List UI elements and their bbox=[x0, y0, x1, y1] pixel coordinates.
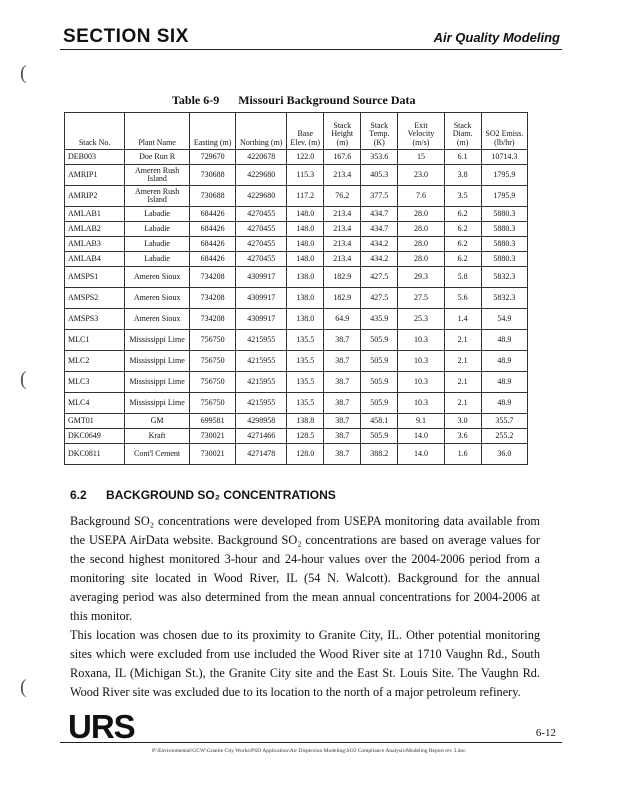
table-cell: 377.5 bbox=[361, 186, 398, 207]
table-cell: 6.2 bbox=[444, 237, 481, 252]
table-cell: 64.9 bbox=[324, 309, 361, 330]
plant-name-cell: Ameren Rush Island bbox=[125, 186, 190, 207]
table-cell: 3.8 bbox=[444, 165, 481, 186]
table-cell: 138.0 bbox=[287, 267, 324, 288]
section-title: BACKGROUND SO₂ CONCENTRATIONS bbox=[106, 488, 336, 502]
table-cell: 27.5 bbox=[398, 288, 444, 309]
table-cell: 6.2 bbox=[444, 252, 481, 267]
column-header: Stack Temp. (K) bbox=[361, 113, 398, 150]
table-row bbox=[65, 222, 528, 237]
table-cell: 10.3 bbox=[398, 351, 444, 372]
section-number: 6.2 bbox=[70, 488, 87, 502]
paragraph: Background SO₂ concentrations were developed from USEPA monitoring data available from the USEPA AirData website. Background SO₂ concentrations are based on average values for the second highest monitored 3-hour and 24-hour values over the 2004-2006 period from a monitoring site located in Wood River, IL (54 N. Walcott). Background for the annual averaging period was also determined from the mean annual concentrations for 2004-2006 at this monitor. bbox=[70, 514, 540, 623]
binder-mark: ( bbox=[20, 62, 27, 84]
table-cell: 4309917 bbox=[236, 309, 287, 330]
urs-logo: URS bbox=[68, 708, 135, 745]
stack-id-cell: DKC0811 bbox=[65, 444, 125, 465]
plant-name-cell: Mississippi Lime bbox=[125, 330, 190, 351]
table-cell: 135.5 bbox=[287, 393, 324, 414]
table-cell: 756750 bbox=[190, 351, 236, 372]
plant-name-cell: Ameren Sioux bbox=[125, 267, 190, 288]
table-cell: 435.9 bbox=[361, 309, 398, 330]
table-cell: 14.0 bbox=[398, 429, 444, 444]
table-cell: 138.8 bbox=[287, 414, 324, 429]
table-cell: 28.0 bbox=[398, 222, 444, 237]
table-cell: 135.5 bbox=[287, 330, 324, 351]
table-cell: 4309917 bbox=[236, 288, 287, 309]
table-row bbox=[65, 252, 528, 267]
table-number: Table 6-9 bbox=[172, 93, 220, 107]
table-cell: 7.6 bbox=[398, 186, 444, 207]
table-cell: 684426 bbox=[190, 252, 236, 267]
table-cell: 505.9 bbox=[361, 372, 398, 393]
table-cell: 213.4 bbox=[324, 252, 361, 267]
plant-name-cell: Labadie bbox=[125, 207, 190, 222]
table-cell: 405.3 bbox=[361, 165, 398, 186]
table-cell: 756750 bbox=[190, 372, 236, 393]
table-cell: 4215955 bbox=[236, 372, 287, 393]
table-cell: 4220678 bbox=[236, 150, 287, 165]
plant-name-cell: Doe Run R bbox=[125, 150, 190, 165]
table-cell: 434.2 bbox=[361, 237, 398, 252]
table-header-row bbox=[65, 113, 528, 150]
table-row bbox=[65, 393, 528, 414]
table-cell: 138.0 bbox=[287, 288, 324, 309]
file-path: P:\Environmental\GCW\Granite City Works\PSD Application\Air Dispersion Modeling\SO2 Compliance Analysis\Modeling Report rev 3.doc bbox=[152, 748, 466, 754]
table-cell: 6.2 bbox=[444, 207, 481, 222]
table-row bbox=[65, 237, 528, 252]
table-cell: 255.2 bbox=[481, 429, 527, 444]
table-cell: 2.1 bbox=[444, 351, 481, 372]
plant-name-cell: Ameren Sioux bbox=[125, 309, 190, 330]
table-cell: 4229680 bbox=[236, 165, 287, 186]
stack-id-cell: DEB003 bbox=[65, 150, 125, 165]
table-cell: 213.4 bbox=[324, 222, 361, 237]
column-header: SO2 Emiss. (lb/hr) bbox=[481, 113, 527, 150]
table-cell: 38.7 bbox=[324, 351, 361, 372]
section-heading bbox=[70, 488, 336, 502]
stack-id-cell: MLC3 bbox=[65, 372, 125, 393]
table-cell: 148.0 bbox=[287, 237, 324, 252]
stack-id-cell: AMSPS1 bbox=[65, 267, 125, 288]
table-cell: 4271466 bbox=[236, 429, 287, 444]
binder-mark: ( bbox=[20, 676, 27, 698]
binder-mark: ( bbox=[20, 368, 27, 390]
table-cell: 388.2 bbox=[361, 444, 398, 465]
plant-name-cell: Ameren Rush Island bbox=[125, 165, 190, 186]
table-cell: 213.4 bbox=[324, 207, 361, 222]
table-cell: 38.7 bbox=[324, 372, 361, 393]
document-title: Air Quality Modeling bbox=[433, 30, 560, 45]
table-cell: 122.0 bbox=[287, 150, 324, 165]
table-cell: 182.9 bbox=[324, 267, 361, 288]
column-header: Base Elev. (m) bbox=[287, 113, 324, 150]
background-source-table bbox=[64, 112, 528, 465]
plant-name-cell: GM bbox=[125, 414, 190, 429]
table-cell: 4309917 bbox=[236, 267, 287, 288]
plant-name-cell: Mississippi Lime bbox=[125, 372, 190, 393]
table-row bbox=[65, 330, 528, 351]
table-cell: 48.9 bbox=[481, 372, 527, 393]
table-cell: 6.2 bbox=[444, 222, 481, 237]
plant-name-cell: Labadie bbox=[125, 222, 190, 237]
table-cell: 48.9 bbox=[481, 351, 527, 372]
table-cell: 25.3 bbox=[398, 309, 444, 330]
table-cell: 729670 bbox=[190, 150, 236, 165]
table-cell: 148.0 bbox=[287, 252, 324, 267]
table-cell: 3.0 bbox=[444, 414, 481, 429]
stack-id-cell: AMRIP2 bbox=[65, 186, 125, 207]
table-cell: 54.9 bbox=[481, 309, 527, 330]
table-cell: 1795.9 bbox=[481, 186, 527, 207]
table-cell: 117.2 bbox=[287, 186, 324, 207]
table-cell: 505.9 bbox=[361, 429, 398, 444]
table-cell: 505.9 bbox=[361, 330, 398, 351]
table-cell: 5880.3 bbox=[481, 207, 527, 222]
table-cell: 730021 bbox=[190, 444, 236, 465]
table-cell: 15 bbox=[398, 150, 444, 165]
table-cell: 5.8 bbox=[444, 267, 481, 288]
table-cell: 135.5 bbox=[287, 372, 324, 393]
table-row bbox=[65, 288, 528, 309]
table-cell: 4229680 bbox=[236, 186, 287, 207]
table-cell: 505.9 bbox=[361, 393, 398, 414]
table-row bbox=[65, 267, 528, 288]
table-cell: 213.4 bbox=[324, 237, 361, 252]
section-header: SECTION SIX bbox=[63, 26, 189, 47]
table-cell: 4298958 bbox=[236, 414, 287, 429]
table-row bbox=[65, 372, 528, 393]
table-cell: 10714.3 bbox=[481, 150, 527, 165]
table-cell: 48.9 bbox=[481, 393, 527, 414]
table-row bbox=[65, 309, 528, 330]
table-cell: 9.1 bbox=[398, 414, 444, 429]
table-cell: 48.9 bbox=[481, 330, 527, 351]
table-cell: 23.0 bbox=[398, 165, 444, 186]
plant-name-cell: Mississippi Lime bbox=[125, 393, 190, 414]
table-cell: 138.0 bbox=[287, 309, 324, 330]
stack-id-cell: MLC2 bbox=[65, 351, 125, 372]
table-row bbox=[65, 429, 528, 444]
table-cell: 38.7 bbox=[324, 414, 361, 429]
table-cell: 1795.9 bbox=[481, 165, 527, 186]
table-cell: 505.9 bbox=[361, 351, 398, 372]
column-header: Stack Diam. (m) bbox=[444, 113, 481, 150]
table-cell: 135.5 bbox=[287, 351, 324, 372]
table-cell: 684426 bbox=[190, 237, 236, 252]
table-cell: 353.6 bbox=[361, 150, 398, 165]
table-cell: 5832.3 bbox=[481, 288, 527, 309]
table-cell: 4215955 bbox=[236, 393, 287, 414]
column-header: Plant Name bbox=[125, 113, 190, 150]
column-header: Stack No. bbox=[65, 113, 125, 150]
table-cell: 14.0 bbox=[398, 444, 444, 465]
stack-id-cell: AMRIP1 bbox=[65, 165, 125, 186]
table-cell: 148.0 bbox=[287, 222, 324, 237]
column-header: Stack Height (m) bbox=[324, 113, 361, 150]
stack-id-cell: AMSPS2 bbox=[65, 288, 125, 309]
table-cell: 2.1 bbox=[444, 330, 481, 351]
table-cell: 1.6 bbox=[444, 444, 481, 465]
table-cell: 76.2 bbox=[324, 186, 361, 207]
table-title: Missouri Background Source Data bbox=[238, 93, 416, 107]
table-row bbox=[65, 150, 528, 165]
column-header: Easting (m) bbox=[190, 113, 236, 150]
table-cell: 28.0 bbox=[398, 237, 444, 252]
table-cell: 730688 bbox=[190, 165, 236, 186]
table-cell: 684426 bbox=[190, 207, 236, 222]
table-cell: 5880.3 bbox=[481, 252, 527, 267]
table-cell: 167.6 bbox=[324, 150, 361, 165]
table-caption bbox=[172, 93, 415, 108]
table-cell: 730021 bbox=[190, 429, 236, 444]
column-header: Northing (m) bbox=[236, 113, 287, 150]
stack-id-cell: AMSPS3 bbox=[65, 309, 125, 330]
stack-id-cell: AMLAB3 bbox=[65, 237, 125, 252]
table-cell: 4270455 bbox=[236, 237, 287, 252]
stack-id-cell: AMLAB2 bbox=[65, 222, 125, 237]
table-row bbox=[65, 165, 528, 186]
table-cell: 4270455 bbox=[236, 252, 287, 267]
table-cell: 213.4 bbox=[324, 165, 361, 186]
table-row bbox=[65, 186, 528, 207]
table-cell: 4271478 bbox=[236, 444, 287, 465]
table-cell: 4215955 bbox=[236, 330, 287, 351]
stack-id-cell: DKC0649 bbox=[65, 429, 125, 444]
table-cell: 434.7 bbox=[361, 207, 398, 222]
table-cell: 10.3 bbox=[398, 330, 444, 351]
header-rule bbox=[60, 49, 562, 50]
table-cell: 36.0 bbox=[481, 444, 527, 465]
plant-name-cell: Labadie bbox=[125, 252, 190, 267]
table-cell: 734208 bbox=[190, 288, 236, 309]
table-cell: 730688 bbox=[190, 186, 236, 207]
stack-id-cell: AMLAB4 bbox=[65, 252, 125, 267]
table-cell: 434.7 bbox=[361, 222, 398, 237]
table-cell: 3.5 bbox=[444, 186, 481, 207]
table-cell: 2.1 bbox=[444, 393, 481, 414]
table-cell: 699581 bbox=[190, 414, 236, 429]
table-cell: 5880.3 bbox=[481, 237, 527, 252]
table-cell: 4215955 bbox=[236, 351, 287, 372]
table-cell: 115.3 bbox=[287, 165, 324, 186]
table-cell: 128.5 bbox=[287, 429, 324, 444]
table-cell: 148.0 bbox=[287, 207, 324, 222]
table-cell: 427.5 bbox=[361, 267, 398, 288]
table-cell: 38.7 bbox=[324, 393, 361, 414]
table-cell: 2.1 bbox=[444, 372, 481, 393]
table-cell: 458.1 bbox=[361, 414, 398, 429]
table-cell: 355.7 bbox=[481, 414, 527, 429]
footer-rule bbox=[60, 742, 562, 743]
table-cell: 38.7 bbox=[324, 330, 361, 351]
table-cell: 1.4 bbox=[444, 309, 481, 330]
plant-name-cell: Labadie bbox=[125, 237, 190, 252]
table-cell: 10.3 bbox=[398, 393, 444, 414]
table-cell: 734208 bbox=[190, 267, 236, 288]
table-row bbox=[65, 207, 528, 222]
table-cell: 434.2 bbox=[361, 252, 398, 267]
table-cell: 427.5 bbox=[361, 288, 398, 309]
table-row bbox=[65, 414, 528, 429]
page-number: 6-12 bbox=[535, 727, 556, 739]
table-cell: 38.7 bbox=[324, 429, 361, 444]
table-cell: 6.1 bbox=[444, 150, 481, 165]
table-cell: 684426 bbox=[190, 222, 236, 237]
paragraph: This location was chosen due to its proximity to Granite City, IL. Other potential monitoring sites which were excluded from use included the Wood River site at 1710 Vaughn Rd., South Roxana, IL (Michigan St.), the Granite City site and the East St. Louis Site. The Vaughn Rd. Wood River site was excluded due to its location to the north of a major petroleum refinery. bbox=[70, 628, 540, 699]
table-cell: 734208 bbox=[190, 309, 236, 330]
column-header: Exit Velocity (m/s) bbox=[398, 113, 444, 150]
table-cell: 5832.3 bbox=[481, 267, 527, 288]
table-row bbox=[65, 444, 528, 465]
table-cell: 182.9 bbox=[324, 288, 361, 309]
table-cell: 756750 bbox=[190, 393, 236, 414]
stack-id-cell: MLC4 bbox=[65, 393, 125, 414]
table-row bbox=[65, 351, 528, 372]
plant-name-cell: Kraft bbox=[125, 429, 190, 444]
plant-name-cell: Ameren Sioux bbox=[125, 288, 190, 309]
table-cell: 28.0 bbox=[398, 207, 444, 222]
table-cell: 128.0 bbox=[287, 444, 324, 465]
table-cell: 5880.3 bbox=[481, 222, 527, 237]
table-cell: 28.0 bbox=[398, 252, 444, 267]
table-cell: 10.3 bbox=[398, 372, 444, 393]
table-cell: 3.6 bbox=[444, 429, 481, 444]
stack-id-cell: MLC1 bbox=[65, 330, 125, 351]
table-cell: 38.7 bbox=[324, 444, 361, 465]
plant-name-cell: Cont'l Cement bbox=[125, 444, 190, 465]
table-cell: 756750 bbox=[190, 330, 236, 351]
table-cell: 5.6 bbox=[444, 288, 481, 309]
table-cell: 29.3 bbox=[398, 267, 444, 288]
stack-id-cell: AMLAB1 bbox=[65, 207, 125, 222]
table-body bbox=[65, 150, 528, 465]
table-cell: 4270455 bbox=[236, 207, 287, 222]
table-cell: 4270455 bbox=[236, 222, 287, 237]
stack-id-cell: GMT01 bbox=[65, 414, 125, 429]
plant-name-cell: Mississippi Lime bbox=[125, 351, 190, 372]
